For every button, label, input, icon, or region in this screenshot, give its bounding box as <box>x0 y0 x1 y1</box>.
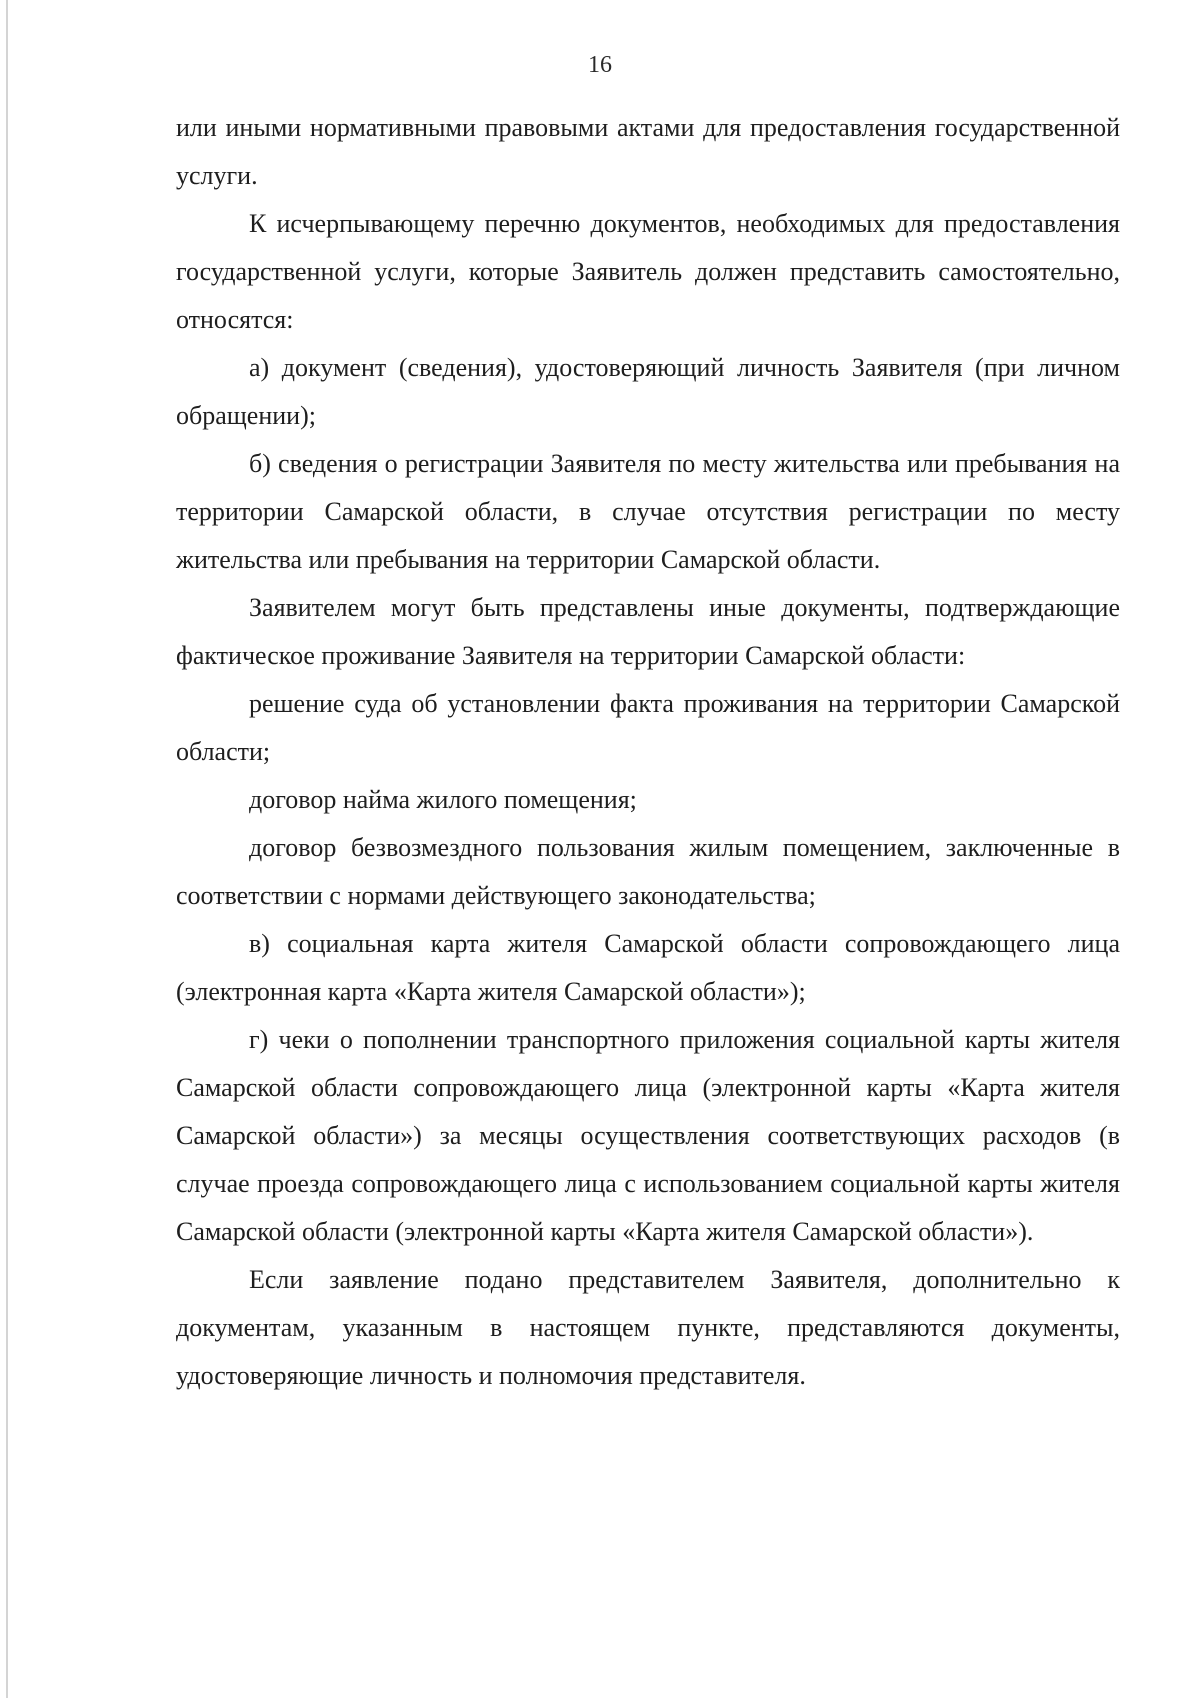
paragraph-item-v: в) социальная карта жителя Самарской области сопровождающего лица (электронная карта «Карта жителя Самарской области»); <box>176 929 1120 1006</box>
paragraph-item-g: г) чеки о пополнении транспортного приложения социальной карты жителя Самарской области сопровождающего лица (электронной карты «Карта жителя Самарской области») за месяцы осуществления соответствующих расходов (в случае проезда сопровождающего лица с использованием социальной карты жителя Самарской области (электронной карты «Карта жителя Самарской области»). <box>176 1025 1120 1246</box>
paragraph-other-documents: Заявителем могут быть представлены иные документы, подтверждающие фактическое проживание Заявителя на территории Самарской области: <box>176 593 1120 670</box>
paragraph-documents-list-intro: К исчерпывающему перечню документов, необходимых для предоставления государственной услуги, которые Заявитель должен представить самостоятельно, относятся: <box>176 209 1120 334</box>
scan-edge-line <box>6 0 8 1698</box>
paragraph-rent-agreement: договор найма жилого помещения; <box>249 785 637 814</box>
paragraph-continuation: или иными нормативными правовыми актами для предоставления государственной услуги. <box>176 113 1120 190</box>
paragraph-representative: Если заявление подано представителем Заявителя, дополнительно к документам, указанным в настоящем пункте, представляются документы, удостоверяющие личность и полномочия представителя. <box>176 1265 1120 1390</box>
paragraph-item-b: б) сведения о регистрации Заявителя по месту жительства или пребывания на территории Самарской области, в случае отсутствия регистрации по месту жительства или пребывания на территории Самарской области. <box>176 449 1120 574</box>
paragraph-court-decision: решение суда об установлении факта проживания на территории Самарской области; <box>176 689 1120 766</box>
paragraph-item-a: а) документ (сведения), удостоверяющий личность Заявителя (при личном обращении); <box>176 353 1120 430</box>
paragraph-free-use-agreement: договор безвозмездного пользования жилым помещением, заключенные в соответствии с нормами действующего законодательства; <box>176 833 1120 910</box>
document-body <box>176 104 1120 1400</box>
page-number: 16 <box>588 52 612 78</box>
